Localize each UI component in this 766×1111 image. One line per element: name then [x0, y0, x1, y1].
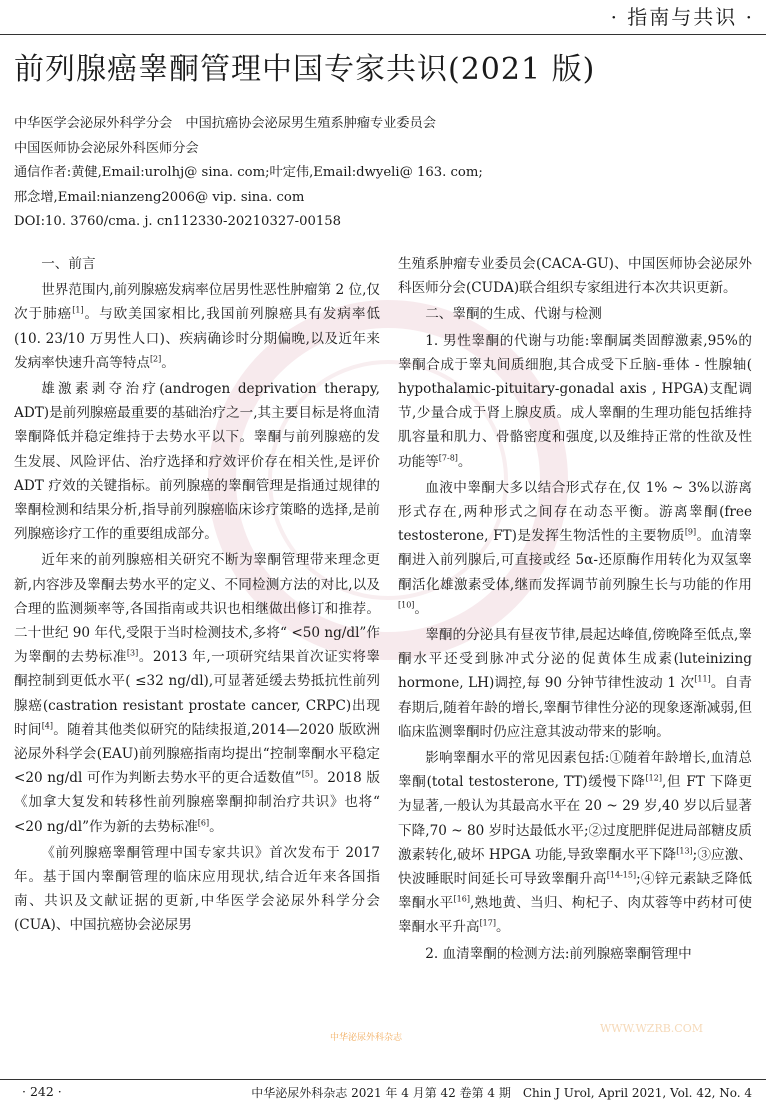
corresponding-author-line-1: 通信作者:黄健,Email:urolhj@ sina. com;叶定伟,Email:dwyeli@ 163. com; [14, 165, 483, 180]
author-block [14, 112, 754, 235]
left-column [14, 252, 403, 1062]
citation-ref: [6] [197, 818, 210, 828]
paragraph-text: 。 [209, 818, 223, 835]
right-paragraph [398, 623, 752, 744]
paragraph-text: ,但 FT 下降更为显著,一般认为其最高水平在 20 ~ 29 岁,40 岁以后显著下降,70 ~ 80 岁时达最低水平;②过度肥胖促进局部糖皮质激素转化,破坏 HPGA 功能,导致睾酮水平下降 [398, 774, 752, 863]
citation-ref: [4] [41, 721, 54, 731]
organization-line-2: 中国医师协会泌尿外科医师分会 [14, 140, 199, 156]
left-paragraph [14, 841, 380, 938]
citation-ref: [13] [676, 846, 693, 856]
paragraph-text: 血液中睾酮大多以结合形式存在,仅 1% ~ 3%以游离形式存在,两种形式之间存在动态平衡。游离睾酮(free testosterone, FT)是发挥生物活性的主要物质 [398, 479, 752, 545]
citation-ref: [9] [684, 527, 697, 537]
article-title: 前列腺癌睾酮管理中国专家共识(2021 版) [14, 52, 596, 87]
paragraph-text: 。血清睾酮进入前列腺后,可直接或经 5α-还原酶作用转化为双氢睾酮活化雄激素受体,继而发挥调节前列腺生长与功能的作用 [398, 528, 752, 593]
paragraph-text: 《前列腺癌睾酮管理中国专家共识》首次发布于 2017 年。基于国内睾酮管理的临床应用现状,结合近年来各国指南、共识及文献证据的更新,中华医学会泌尿外科学分会(CUA)、中国抗癌协会泌尿男 [14, 844, 380, 934]
paragraph-text: 睾酮的分泌具有昼夜节律,晨起达峰值,傍晚降至低点,睾酮水平还受到脉冲式分泌的促黄体生成素(luteinizing hormone, LH)调控,每 90 分钟节律性波动 1 次 [398, 627, 752, 692]
left-paragraph [14, 548, 380, 838]
paragraph-text: 。2018 版《加拿大复发和转移性前列腺癌睾酮抑制治疗共识》也将“ <20 ng/dl”作为新的去势标准 [14, 770, 380, 835]
citation-ref: [14-15] [606, 870, 637, 880]
organization-line-1: 中华医学会泌尿外科学分会 中国抗癌协会泌尿男生殖系肿瘤专业委员会 [14, 116, 436, 131]
citation-ref: [12] [645, 773, 662, 783]
journal-stamp: 中华泌尿外科杂志 [330, 1033, 403, 1043]
citation-ref: [10] [398, 600, 415, 610]
right-paragraph [398, 942, 752, 966]
doi: DOI:10. 3760/cma. j. cn112330-20210327-00158 [14, 214, 342, 229]
corresponding-author-line-2: 邢念增,Email:nianzeng2006@ vip. sina. com [14, 189, 305, 205]
right-paragraph [398, 746, 752, 940]
paragraph-text: 。与欧美国家相比,我国前列腺癌具有发病率低(10. 23/10 万男性人口)、疾病确诊时分期偏晚,以及近年来发病率快速升高等特点 [14, 306, 380, 371]
paragraph-text: 。自青春期后,随着年龄的增长,睾酮节律性分泌的现象逐渐减弱,但临床监测睾酮时仍应注意其波动带来的影响。 [398, 675, 752, 740]
header-band [0, 0, 766, 40]
left-paragraph [14, 377, 380, 546]
citation-ref: [3] [126, 648, 139, 658]
paragraph-text: 。随着其他类似研究的陆续报道,2014—2020 版欧洲泌尿外科学会(EAU)前列腺癌指南均提出“控制睾酮水平稳定 <20 ng/dl 可作为判断去势水平的更合适数值” [14, 721, 380, 787]
citation-ref: [17] [479, 918, 496, 928]
right-paragraph [398, 476, 752, 621]
paragraph-text: ;③应激、快波睡眠时间延长可导致睾酮升高 [398, 846, 752, 888]
paragraph-text: 。 [414, 600, 429, 617]
header-rule [0, 34, 766, 35]
paragraph-text: 生殖系肿瘤专业委员会(CACA-GU)、中国医师协会泌尿外科医师分会(CUDA)联合组织专家组进行本次共识更新。 [398, 256, 752, 297]
right-paragraph [398, 329, 752, 474]
paragraph-text: 。 [161, 354, 175, 371]
citation-ref: [11] [694, 674, 711, 684]
citation-ref: [16] [453, 894, 470, 904]
citation-ref: [7-8] [438, 453, 458, 463]
right-paragraph [398, 252, 752, 300]
right-paragraph [398, 302, 752, 326]
journal-citation: 中华泌尿外科杂志 2021 年 4 月第 42 卷第 4 期 Chin J Urol, April 2021, Vol. 42, No. 4 [251, 1086, 752, 1100]
paragraph-text: 一、前言 [41, 256, 96, 272]
left-paragraph [14, 252, 380, 276]
paragraph-text: 二、睾酮的生成、代谢与检测 [425, 306, 602, 323]
citation-ref: [2] [149, 354, 162, 364]
right-column [398, 252, 752, 1062]
citation-ref: [5] [301, 769, 314, 779]
paragraph-text: 近年来的前列腺癌相关研究不断为睾酮管理带来理念更新,内容涉及睾酮去势水平的定义、不同检测方法的对比,以及合理的监测频率等,各国指南或共识也相继做出修订和推荐。二十世纪 90 年代,受限于当时检测技术,多将“ <50 ng/dl”作为睾酮的去势标准 [14, 552, 380, 666]
citation-ref: [1] [72, 305, 84, 315]
paragraph-text: 2. 血清睾酮的检测方法:前列腺癌睾酮管理中 [425, 945, 692, 962]
footer-rule [0, 1079, 766, 1080]
paragraph-text: 影响睾酮水平的常见因素包括:①随着年龄增长,血清总睾酮(total testosterone, TT)缓慢下降 [398, 750, 752, 791]
paragraph-text: 1. 男性睾酮的代谢与功能:睾酮属类固醇激素,95%的睾酮合成于睾丸间质细胞,其合成受下丘脑-垂体 - 性腺轴( hypothalamic-pituitary-gonadal axis , HPGA)支配调节,少量合成于肾上腺皮质。成人睾酮的生理功能包括维持肌容量和肌力、骨骼密度和强度,以及维持正常的性欲及性功能等 [398, 332, 752, 470]
section-tag: · 指南与共识 · [610, 5, 754, 29]
paragraph-text: ,熟地黄、当归、枸杞子、肉苁蓉等中药材可使睾酮水平升高 [398, 895, 752, 936]
paragraph-text: ;④锌元素缺乏降低睾酮水平 [398, 871, 752, 912]
paragraph-text: 雄激素剥夺治疗(androgen deprivation therapy, ADT)是前列腺癌最重要的基础治疗之一,其主要目标是将血清睾酮降低并稳定维持于去势水平以下。睾酮与前列腺癌的发生发展、风险评估、治疗选择和疗效评价存在相关性,是评价 ADT 疗效的关键指标。前列腺癌的睾酮管理是指通过规律的睾酮检测和结果分析,指导前列腺癌临床诊疗策略的选择,是前列腺癌诊疗工作的重要组成部分。 [14, 381, 380, 543]
left-paragraph [14, 278, 380, 375]
paragraph-text: 。2013 年,一项研究结果首次证实将睾酮控制到更低水平( ≤32 ng/dl),可显著延缓去势抵抗性前列腺癌(castration resistant prostate cancer, CRPC)出现时间 [14, 649, 380, 738]
page-number: · 242 · [22, 1084, 62, 1099]
paragraph-text: 。 [495, 919, 510, 936]
paragraph-text: 世界范围内,前列腺癌发病率位居男性恶性肿瘤第 2 位,仅次于肺癌 [14, 282, 380, 323]
website-watermark: WWW.WZRB.COM [600, 1022, 704, 1035]
paragraph-text: 。 [457, 453, 472, 470]
